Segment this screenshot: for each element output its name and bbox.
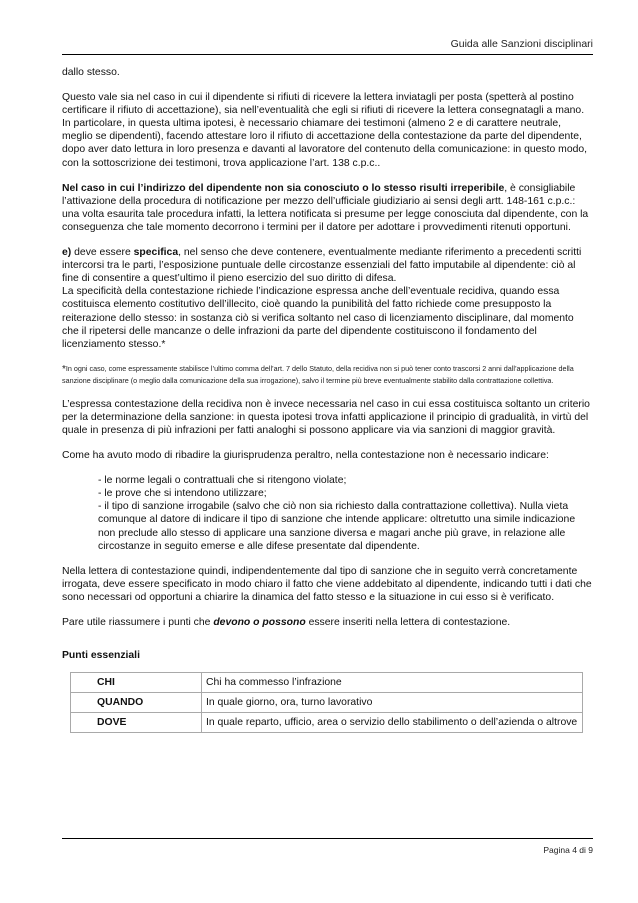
list-item: - le prove che si intendono utilizzare; (98, 488, 267, 500)
paragraph-continuation: dallo stesso. (62, 67, 120, 78)
paragraph-refusal: Questo vale sia nel caso in cui il dipendente si rifiuti di ricevere la lettera inviatagli per posta (spetterà al postino certificare il rifiuto di accettazione), sia nell’eventualità che egli si rifiuti di ricevere la lettera consegnatagli a mano. (62, 92, 585, 117)
not-required-list (62, 474, 593, 553)
bold-phrase: Nel caso in cui l’indirizzo del dipendente non sia conosciuto o lo stesso risulti irreperibile (62, 182, 505, 194)
table-row (71, 673, 583, 693)
bold-specifica: specifica (133, 247, 179, 259)
row-value: In quale reparto, ufficio, area o servizio dello stabilimento o dell’azienda o altrove (202, 713, 583, 733)
paragraph-specificity: e) deve essere specifica, nel senso che deve contenere, eventualmente mediante riferimento a precedenti scritti intercorsi tra le parti, l’esposizione puntuale delle circostanze essenziali del fatto imputabile al dipendente: ciò al fine di consentire a quest’ultimo il pieno esercizio del suo diritto di difesa. (62, 247, 582, 285)
row-key: DOVE (71, 713, 202, 733)
paragraph-giurisprudenza: Come ha avuto modo di ribadire la giurisprudenza peraltro, nella contestazione non è necessario indicare: (62, 450, 549, 462)
table-row (71, 713, 583, 733)
list-item: - le norme legali o contrattuali che si ritengono violate; (98, 475, 347, 487)
header-title: Guida alle Sanzioni disciplinari (450, 38, 593, 50)
list-item: - il tipo di sanzione irrogabile (salvo che ciò non sia richiesto dalla contrattazione collettiva). Nulla vieta comunque al datore di indicare il tipo di sanzione che intende applicare: oltretutto una simile indicazione non preclude allo stesso di applicare una sanzione diversa e magari anche più grave, in relazione alle circostanze in seguito emerse e alle difese presentate dal dipendente. (98, 501, 576, 552)
row-key: QUANDO (71, 693, 202, 713)
paragraph-gradualita: L’espressa contestazione della recidiva non è invece necessaria nel caso in cui essa costituisca soltanto un criterio per la determinazione della sanzione: in questa ipotesi trova infatti applicazione il principio di gradualità, in virtù del quale in presenza di più infrazioni per fatti analoghi si possono applicare via via sanzioni di maggior gravità. (62, 398, 590, 436)
bold-italic-phrase: devono o possono (213, 617, 306, 628)
paragraph-lettera: Nella lettera di contestazione quindi, indipendentemente dal tipo di sanzione che in seguito verrà concretamente irrogata, deve essere specificato in modo chiaro il fatto che viene addebitato al dipendente, indicando tutti i dati che sono necessari od opportuni a chiarire la dinamica del fatto stesso e la situazione in cui esso si è verificato. (62, 565, 592, 603)
page-header (62, 34, 593, 55)
page-footer (62, 838, 593, 855)
essential-points-table (70, 672, 583, 733)
row-value: In quale giorno, ora, turno lavorativo (202, 693, 583, 713)
paragraph-summary: Pare utile riassumere i punti che devono o possono essere inseriti nella lettera di contestazione. (62, 617, 511, 628)
paragraph-unknown-address: Nel caso in cui l’indirizzo del dipendente non sia conosciuto o lo stesso risulti irreperibile, è consigliabile l’attivazione della procedura di notificazione per mezzo dell’ufficiale giudiziario ai sensi degli artt. 148-161 c.p.c.: una volta esaurita tale procedura infatti, la lettera notificata si presume per legge conosciuta dal dipendente, con la conseguenza che tale momento decorrono i termini per il datore per adottare i provvedimenti ritenuti opportuni. (62, 182, 589, 233)
table-row (71, 693, 583, 713)
page-number: Pagina 4 di 9 (543, 845, 593, 855)
document-body (62, 66, 593, 733)
row-value: Chi ha commesso l’infrazione (202, 673, 583, 693)
section-title: Punti essenziali (62, 650, 140, 662)
row-key: CHI (71, 673, 202, 693)
paragraph-recidiva: La specificità della contestazione richiede l’indicazione espressa anche dell’eventuale recidiva, quando essa costituisca elemento costitutivo dell’illecito, cioè quando la punibilità del fatto richiede come presupposto la reiterazione dello stesso: in sostanza ciò si verifica soltanto nel caso di licenziamento disciplinare, dal momento che il ripetersi delle mancanze o delle infrazioni da parte del dipendente costituiscono il fondamento del licenziamento stesso.* (62, 286, 574, 350)
footnote: *In ogni caso, come espressamente stabilisce l’ultimo comma dell’art. 7 dello Statuto, della recidiva non si può tener conto trascorsi 2 anni dall’applicazione della sanzione disciplinare (o meglio dalla comunicazione della sua irrogazione), salvo il termine più breve eventualmente stabilito dalla contrattazione collettiva. (62, 363, 574, 385)
paragraph-witnesses: In particolare, in questa ultima ipotesi, è necessario chiamare dei testimoni (almeno 2 e di carattere neutrale, meglio se dipendenti), facendo attestare loro il rifiuto di accettazione della contestazione da parte del dipendente, dopo aver dato lettura in loro presenza e davanti al lavoratore del contenuto della comunicazione: in questo modo, con la sottoscrizione dei testimoni, trova applicazione l’art. 138 c.p.c.. (62, 118, 588, 169)
